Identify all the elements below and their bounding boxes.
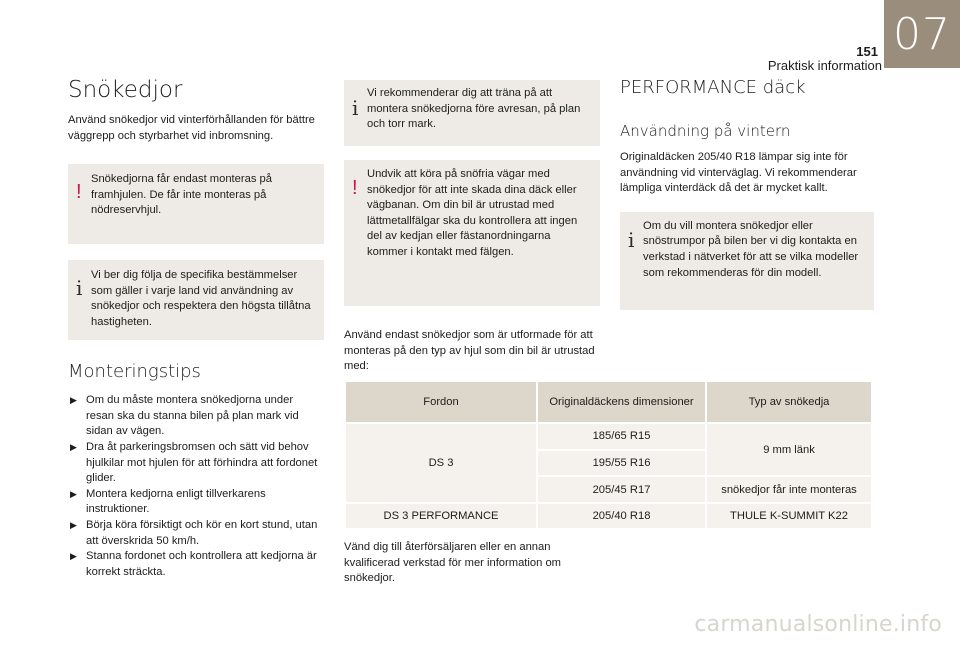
table-cell-vehicle: DS 3 bbox=[346, 422, 536, 502]
table-cell-tyre: 205/40 R18 bbox=[538, 502, 705, 528]
arrow-bullet-icon: ▶ bbox=[70, 441, 77, 452]
watermark: carmanualsonline.info bbox=[694, 612, 942, 637]
winter-use-text: Originaldäcken 205/40 R18 lämpar sig inte för användning vid vinterväglag. Vi rekommenderar lämpliga vinterdäck då det är mycket kallt. bbox=[620, 151, 857, 195]
mounting-tips-list bbox=[68, 393, 324, 580]
arrow-bullet-icon: ▶ bbox=[70, 519, 77, 530]
performance-title: PERFORMANCE däck bbox=[620, 77, 806, 98]
snow-chain-table bbox=[344, 382, 873, 528]
section-label: Praktisk information bbox=[767, 58, 882, 73]
list-item-text: Om du måste montera snökedjorna under resan ska du stanna bilen på plan mark vid sidan av vägen. bbox=[86, 394, 299, 438]
list-item-text: Stanna fordonet och kontrollera att kedjorna är korrekt sträckta. bbox=[86, 550, 317, 578]
table-cell-chain: THULE K-SUMMIT K22 bbox=[707, 502, 871, 528]
list-item-text: Dra åt parkeringsbromsen och sätt vid behov hjulkilar mot hjulen för att förhindra att fordonet glider. bbox=[86, 440, 318, 485]
table-header: Originaldäckens dimensioner bbox=[538, 382, 705, 422]
arrow-bullet-icon: ▶ bbox=[70, 551, 77, 562]
table-cell-tyre: 185/65 R15 bbox=[538, 422, 705, 449]
table-cell-chain: snökedjor får inte monteras bbox=[707, 475, 871, 502]
intro-text: Använd snökedjor vid vinterförhållanden för bättre väggrepp och styrbarhet vid inbromsning. bbox=[68, 114, 315, 142]
table-row bbox=[346, 502, 871, 528]
page-title: Snökedjor bbox=[68, 77, 183, 103]
list-item-text: Montera kedjorna enligt tillverkarens instruktioner. bbox=[86, 487, 266, 516]
exclamation-icon: ! bbox=[352, 177, 358, 199]
winter-use-title: Användning på vintern bbox=[620, 122, 791, 140]
info-text: Om du vill montera snökedjor eller snöstrumpor på bilen ber vi dig kontakta en verkstad i nätverket för att se vilka modeller som rekommenderas för din modell. bbox=[643, 219, 859, 279]
warning-text: Snökedjorna får endast monteras på framhjulen. De får inte monteras på nödreservhjul. bbox=[91, 173, 272, 217]
table-cell-chain: 9 mm länk bbox=[707, 422, 871, 475]
warning-box-roads bbox=[344, 160, 600, 306]
info-text: Vi ber dig följa de specifika bestämmelser som gäller i varje land vid användning av snökedjor och respektera den högsta tillåtna hastigheten. bbox=[91, 269, 311, 328]
info-icon: i bbox=[76, 276, 83, 301]
info-icon: i bbox=[352, 96, 359, 120]
table-header: Fordon bbox=[346, 382, 536, 422]
list-item bbox=[68, 487, 324, 518]
exclamation-icon: ! bbox=[76, 181, 82, 204]
dealer-advice-text: Vänd dig till återförsäljaren eller en annan kvalificerad verkstad för mer information om snökedjor. bbox=[344, 541, 561, 585]
column-performance bbox=[620, 70, 874, 310]
list-item bbox=[68, 518, 324, 549]
table-header: Typ av snökedja bbox=[707, 382, 871, 422]
table-cell-vehicle: DS 3 PERFORMANCE bbox=[346, 502, 536, 528]
list-item bbox=[68, 549, 324, 580]
designed-chains-text: Använd endast snökedjor som är utformade för att monteras på den typ av hjul som din bil är utrustad med: bbox=[344, 329, 595, 373]
table-header-row bbox=[346, 382, 871, 422]
arrow-bullet-icon: ▶ bbox=[70, 488, 77, 499]
chapter-tab: 07 bbox=[884, 0, 960, 68]
info-box-winter bbox=[620, 212, 874, 310]
mounting-tips-title: Monteringstips bbox=[68, 361, 201, 383]
list-item bbox=[68, 440, 324, 487]
list-item bbox=[68, 393, 324, 440]
list-item-text: Börja köra försiktigt och kör en kort stund, utan att överskrida 50 km/h. bbox=[86, 518, 318, 547]
table-row bbox=[346, 422, 871, 449]
arrow-bullet-icon: ▶ bbox=[70, 395, 77, 406]
info-box-regulations bbox=[68, 260, 324, 340]
warning-text: Undvik att köra på snöfria vägar med snökedjor för att inte skada dina däck eller vägbanan. Om din bil är utrustad med lättmetallfälgar ska du kontrollera att ingen del av kedjan eller fästanordningarna kommer i kontakt med fälgen. bbox=[367, 168, 578, 258]
warning-box-front-wheels bbox=[68, 164, 324, 244]
table-cell-tyre: 205/45 R17 bbox=[538, 475, 705, 502]
column-advice bbox=[344, 80, 600, 375]
table-cell-tyre: 195/55 R16 bbox=[538, 449, 705, 476]
info-icon: i bbox=[628, 227, 635, 252]
info-box-practice bbox=[344, 80, 600, 146]
info-text: Vi rekommenderar dig att träna på att montera snökedjorna före avresan, på plan och torr mark. bbox=[367, 87, 581, 131]
column-snow-chains bbox=[68, 70, 324, 580]
page-number: 151 bbox=[856, 44, 878, 59]
